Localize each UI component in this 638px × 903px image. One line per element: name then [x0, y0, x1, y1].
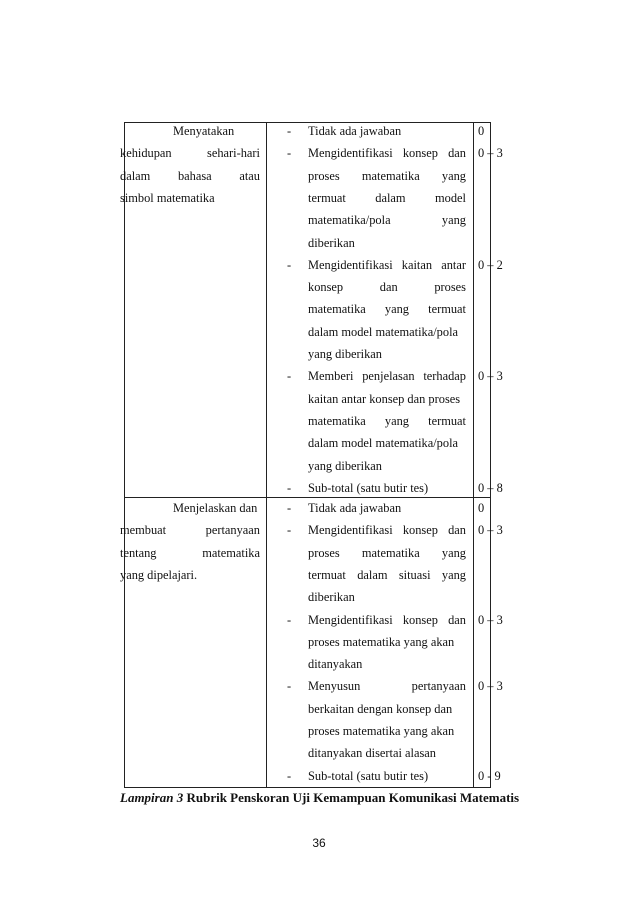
word: sehari-hari — [207, 146, 260, 161]
criterion-text: Sub-total (satu butir tes) — [308, 768, 429, 783]
bullet-dash: - — [287, 679, 292, 694]
score-value: 0 – 3 — [478, 146, 503, 161]
bullet-dash: - — [287, 146, 292, 161]
criterion-text — [308, 191, 466, 205]
word: termuat — [308, 567, 346, 582]
word: matematika — [308, 302, 366, 317]
word: situasi — [398, 567, 431, 582]
score-value: 0 – 3 — [478, 679, 503, 694]
word: Mengidentifikasi — [308, 612, 393, 627]
aspect-text: Menjelaskan dan — [173, 501, 258, 515]
score-value: 0 — [478, 124, 485, 138]
aspect-text: yang dipelajari. — [120, 567, 198, 582]
criterion-text — [308, 613, 466, 627]
word: matematika — [361, 545, 420, 560]
aspect-text — [120, 169, 260, 183]
criterion-text: dalam model matematika/pola — [308, 324, 459, 339]
word: dan — [448, 523, 466, 538]
bullet-dash: - — [287, 124, 292, 138]
criterion-text — [308, 280, 466, 294]
table-row-divider — [124, 497, 491, 498]
word: proses — [308, 545, 340, 560]
criterion-text: dalam model matematika/pola — [308, 436, 459, 451]
word: tentang — [120, 545, 157, 560]
criterion-text — [308, 146, 466, 160]
criterion-text: Tidak ada jawaban — [308, 124, 402, 138]
criterion-text: kaitan antar konsep dan proses — [308, 391, 461, 406]
aspect-text — [120, 523, 260, 537]
caption-text: Rubrik Penskoran Uji Kemampuan Komunikasi Matematis — [183, 790, 520, 805]
word: termuat — [308, 190, 346, 205]
criterion-text — [308, 258, 466, 272]
word: dan — [448, 146, 466, 161]
word: konsep — [308, 280, 344, 295]
score-value: 0 – 2 — [478, 257, 503, 272]
word: dalam — [120, 168, 151, 183]
word: termuat — [428, 413, 466, 428]
word: penjelasan — [362, 369, 415, 384]
word: Mengidentifikasi — [308, 146, 393, 161]
criterion-text: Sub-total (satu butir tes) — [308, 480, 429, 495]
criterion-text — [308, 546, 466, 560]
word: pertanyaan — [411, 679, 466, 694]
word: yang — [441, 213, 466, 228]
word: bahasa — [177, 168, 212, 183]
table-caption — [120, 790, 519, 806]
word: matematika — [202, 545, 260, 560]
bullet-dash: - — [287, 768, 292, 783]
criterion-text — [308, 414, 466, 428]
bullet-dash: - — [287, 501, 292, 515]
word: dalam — [375, 190, 406, 205]
criterion-text — [308, 568, 466, 582]
criterion-text — [308, 302, 466, 316]
criterion-text: diberikan — [308, 590, 355, 605]
word: matematika — [308, 413, 366, 428]
criterion-text: ditanyakan — [308, 657, 363, 672]
criterion-text: Tidak ada jawaban — [308, 501, 402, 515]
word: Memberi — [308, 369, 354, 384]
word: yang — [441, 567, 466, 582]
bullet-dash: - — [287, 369, 292, 384]
bullet-dash: - — [287, 480, 292, 495]
word: Mengidentifikasi — [308, 523, 393, 538]
criterion-text: ditanyakan disertai alasan — [308, 746, 436, 761]
score-value: 0 — [478, 501, 485, 515]
word: yang — [441, 168, 466, 183]
word: yang — [441, 545, 466, 560]
word: konsep — [402, 612, 438, 627]
criterion-text: berkaitan dengan konsep dan — [308, 701, 453, 716]
criterion-text: yang diberikan — [308, 347, 382, 361]
table-column-divider — [266, 122, 267, 788]
caption-label: Lampiran 3 — [120, 790, 184, 805]
score-value: 0 – 3 — [478, 523, 503, 538]
score-value: 0 – 3 — [478, 369, 503, 384]
word: matematika — [361, 168, 420, 183]
criterion-text — [308, 369, 466, 383]
word: yang — [384, 413, 410, 428]
word: kaitan — [401, 257, 433, 272]
criterion-text — [308, 523, 466, 537]
word: membuat — [120, 523, 167, 538]
aspect-text: Menyatakan — [173, 124, 235, 138]
criterion-text: proses matematika yang akan — [308, 634, 455, 649]
word: proses — [308, 168, 340, 183]
criterion-text — [308, 679, 466, 693]
criterion-text — [308, 169, 466, 183]
word: matematika/pola — [308, 213, 391, 228]
word: dan — [448, 612, 466, 627]
page-number: 36 — [312, 836, 326, 850]
criterion-text: diberikan — [308, 235, 355, 250]
table-column-divider — [473, 122, 474, 788]
word: kehidupan — [120, 146, 172, 161]
word: konsep — [402, 523, 438, 538]
aspect-text: simbol matematika — [120, 190, 215, 205]
score-value: 0 – 8 — [478, 480, 503, 495]
word: terhadap — [423, 369, 466, 384]
bullet-dash: - — [287, 523, 292, 538]
word: dalam — [357, 567, 388, 582]
word: Mengidentifikasi — [308, 257, 393, 272]
aspect-text — [120, 146, 260, 160]
word: model — [435, 190, 466, 205]
word: yang — [384, 302, 410, 317]
score-value: 0 - 9 — [478, 768, 501, 783]
bullet-dash: - — [287, 612, 292, 627]
word: Menyusun — [308, 679, 361, 694]
word: antar — [441, 257, 466, 272]
aspect-text — [120, 546, 260, 560]
word: dan — [379, 280, 398, 295]
criterion-text — [308, 213, 466, 227]
word: konsep — [402, 146, 438, 161]
criterion-text: proses matematika yang akan — [308, 724, 455, 738]
word: proses — [434, 280, 466, 295]
word: termuat — [428, 302, 466, 317]
criterion-text: yang diberikan — [308, 458, 382, 473]
word: pertanyaan — [205, 523, 260, 538]
bullet-dash: - — [287, 257, 292, 272]
word: atau — [239, 168, 260, 183]
score-value: 0 – 3 — [478, 612, 503, 627]
